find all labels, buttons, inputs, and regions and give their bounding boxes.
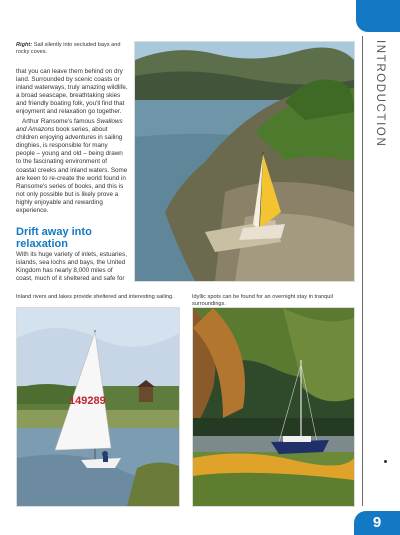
photo-caption-top bbox=[16, 42, 128, 56]
body-paragraph-3: With its huge variety of inlets, estuaries, islands, sea lochs and bays, the United Kingdom has nearly 8,000 miles of coast, much of it sheltered and safe for bbox=[16, 251, 127, 283]
side-rule bbox=[362, 36, 363, 506]
photo-inland-sailing bbox=[16, 307, 180, 507]
body-paragraph-1: that you can leave them behind on dry land. Surrounded by scenic coasts or inland waterways, truly amazing wildlife, a broad seascape, breathtaking skies and friendly boating folk, you'll find that enjoyment and relaxation go together. bbox=[16, 68, 128, 116]
side-dot bbox=[384, 460, 387, 463]
section-heading: Drift away into relaxation bbox=[16, 226, 92, 250]
section-title: INTRODUCTION bbox=[374, 40, 386, 148]
photo-overnight-mooring bbox=[192, 307, 355, 507]
overnight-mooring-illustration bbox=[193, 308, 354, 506]
para2-post: book series, about children enjoying adventures in sailing dinghies, is responsible for many people – young and old – being drawn to the fascinating environment of coastal creeks and inland waters. Some are keen to re-create the world found in Ransome's series of books, and this is not only possible but is likely prove a highly enjoyable and rewarding experience. bbox=[16, 126, 128, 215]
page-number: 9 bbox=[354, 511, 400, 535]
rocky-cove-illustration bbox=[135, 42, 354, 281]
caption-inland: Inland rivers and lakes provide sheltered and interesting sailing. bbox=[16, 294, 174, 300]
photo-rocky-cove bbox=[134, 41, 355, 282]
book-title: Swallows and Amazons bbox=[16, 118, 123, 134]
inland-sailing-illustration bbox=[17, 308, 179, 506]
body-paragraph-2 bbox=[16, 118, 128, 215]
caption-text: Sail silently into secluded bays and rocky coves. bbox=[16, 42, 121, 55]
sail-number: 149289 bbox=[69, 395, 106, 407]
caption-label: Right: bbox=[16, 42, 33, 48]
top-tab-marker bbox=[356, 0, 400, 32]
caption-idyllic: Idyllic spots can be found for an overnight stay in tranquil surroundings. bbox=[192, 294, 333, 307]
para2-pre: Arthur Ransome's famous bbox=[22, 118, 97, 125]
